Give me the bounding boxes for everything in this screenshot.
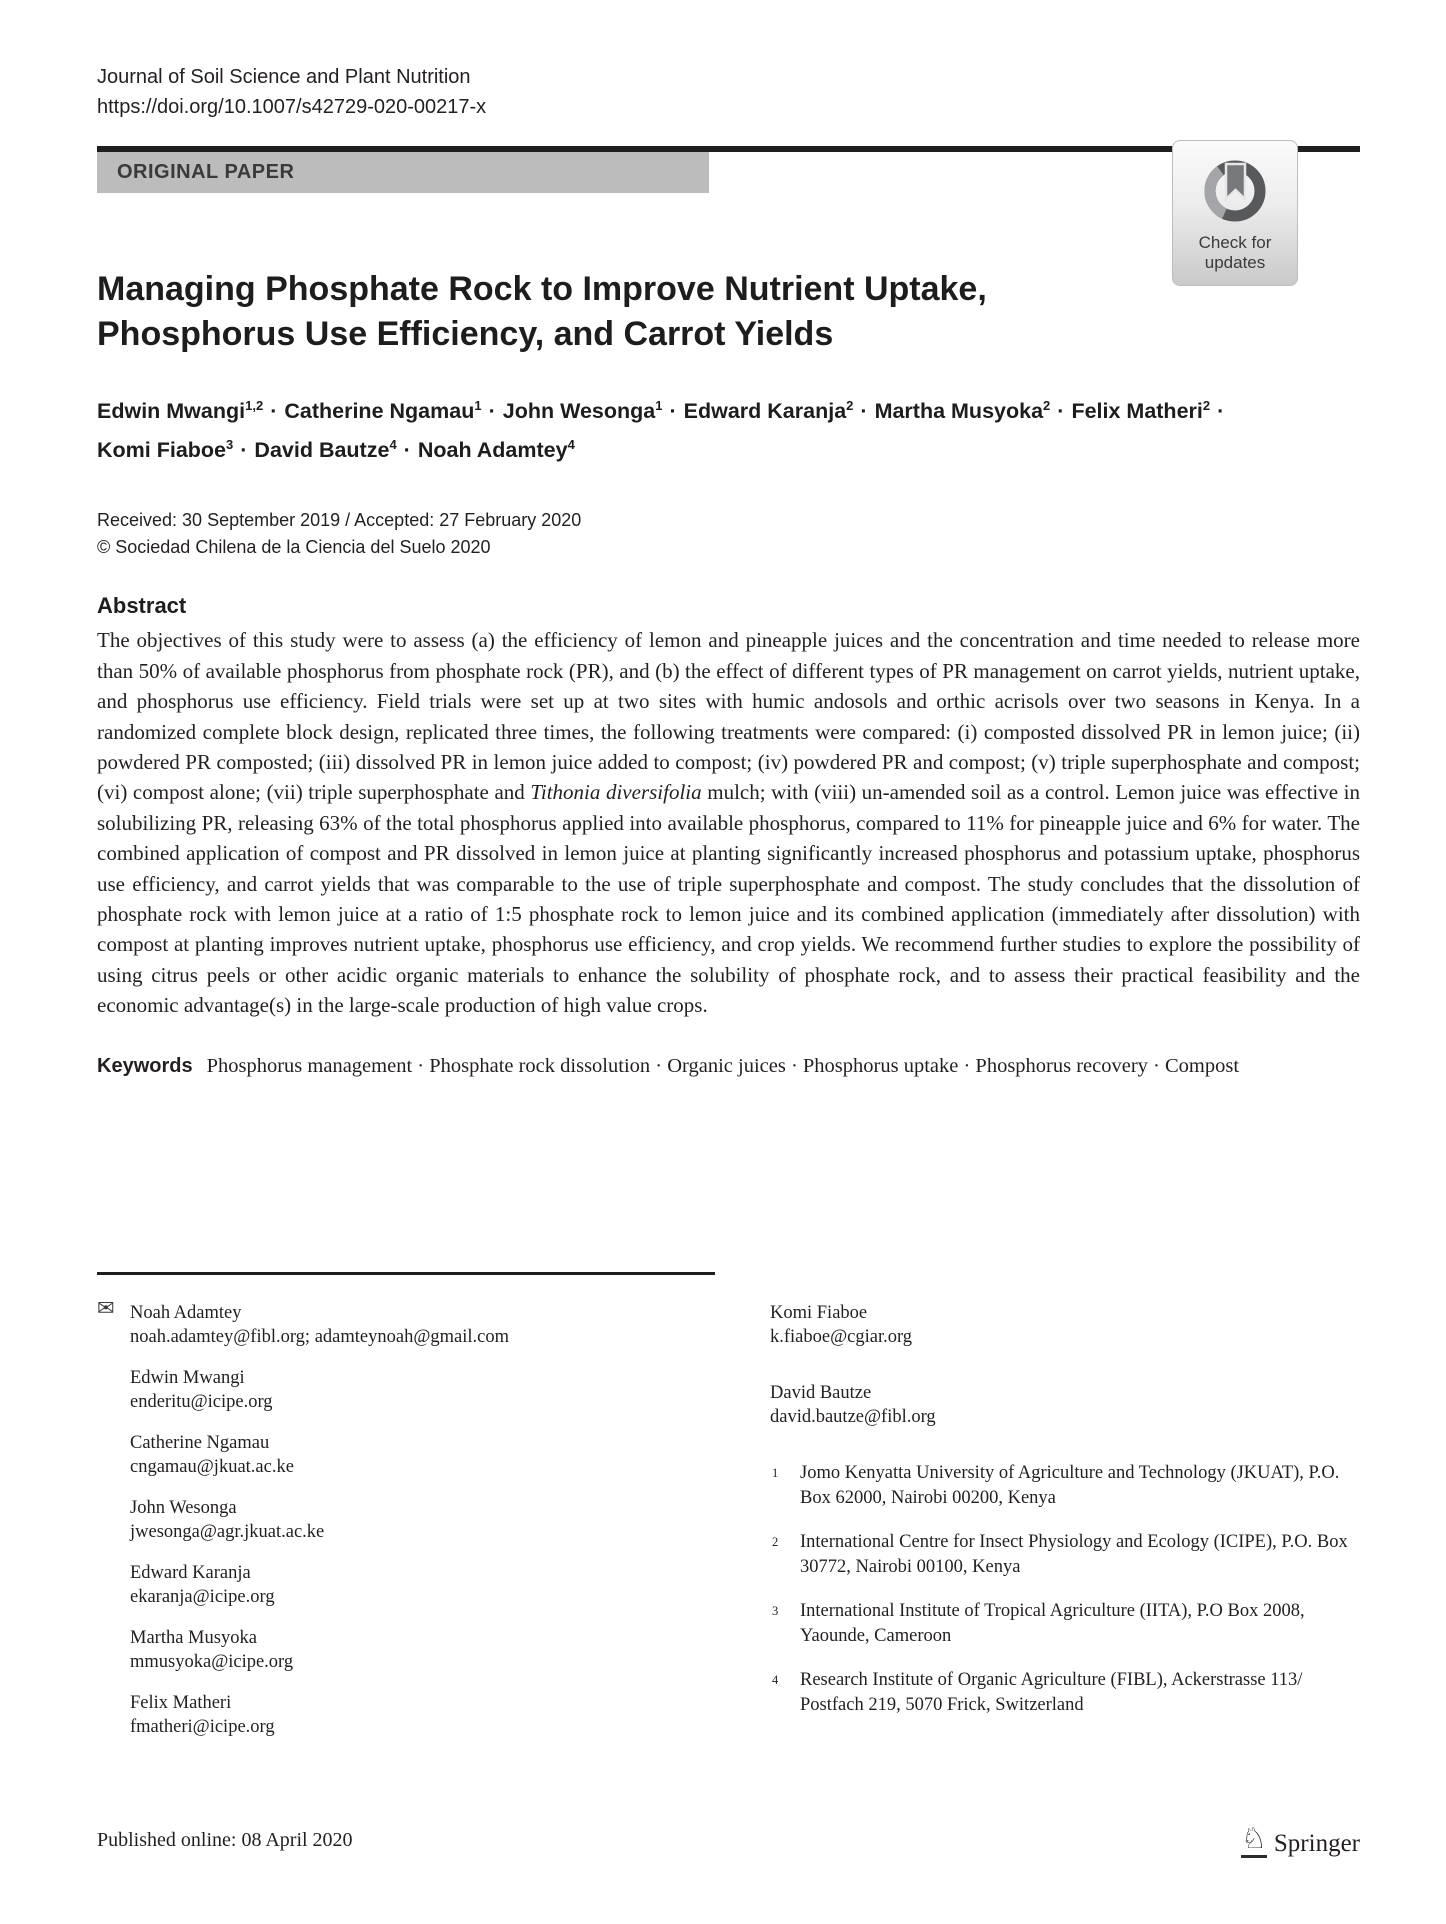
author-affil-sup: 1 <box>474 398 482 413</box>
affiliation-number: 3 <box>772 1604 779 1618</box>
contact-entry <box>130 1626 677 1674</box>
author-separator: · <box>488 399 496 424</box>
author-name: Felix Matheri <box>1071 399 1203 424</box>
author <box>418 438 575 462</box>
article-type-label: ORIGINAL PAPER <box>117 161 295 183</box>
abstract-text <box>97 625 1360 1020</box>
footnote-divider <box>97 1272 715 1275</box>
copyright-line: © Sociedad Chilena de la Ciencia del Suelo 2020 <box>97 537 491 558</box>
contact-entry <box>130 1496 677 1544</box>
springer-wordmark: Springer <box>1273 1830 1360 1857</box>
check-updates-line1: Check for <box>1198 233 1272 252</box>
author-name: Edwin Mwangi <box>97 399 246 424</box>
contact-email[interactable]: fmatheri@icipe.org <box>130 1717 275 1737</box>
springer-logo <box>1240 1823 1360 1858</box>
check-updates-icon <box>1199 155 1271 227</box>
contact-entry <box>130 1561 677 1609</box>
corresponding-author <box>130 1301 677 1349</box>
contact-email[interactable]: k.fiaboe@cgiar.org <box>770 1327 913 1347</box>
keywords-label: Keywords <box>97 1054 193 1077</box>
author-name: Martha Musyoka <box>874 399 1044 424</box>
abstract-heading: Abstract <box>97 593 187 619</box>
contact-name: Felix Matheri <box>130 1693 232 1713</box>
affiliation-text: Research Institute of Organic Agriculture (FIBL), Ackerstrasse 113/ Postfach 219, 5070 Frick, Switzerland <box>800 1670 1303 1715</box>
contact-entry <box>770 1301 1360 1349</box>
author-name: Catherine Ngamau <box>284 399 475 424</box>
abstract-italic-species: Tithonia diversifolia <box>530 780 702 805</box>
check-for-updates-badge[interactable] <box>1172 140 1298 286</box>
affiliation-number: 2 <box>772 1535 779 1549</box>
author-separator: · <box>860 399 868 424</box>
author-affil-sup: 3 <box>226 437 234 453</box>
keywords-line <box>97 1051 1360 1082</box>
contact-name: Komi Fiaboe <box>770 1303 868 1323</box>
affiliation <box>770 1599 1360 1648</box>
contact-email[interactable]: ekaranja@icipe.org <box>130 1587 275 1607</box>
article-type-bar <box>97 152 709 193</box>
author-name: John Wesonga <box>502 399 656 424</box>
author-separator: · <box>240 438 248 463</box>
check-updates-text <box>1199 233 1272 273</box>
received-accepted: Received: 30 September 2019 / Accepted: 27 February 2020 <box>97 510 582 531</box>
author-affil-sup: 4 <box>389 437 397 453</box>
author-affil-sup: 2 <box>1043 398 1051 413</box>
affiliation <box>770 1668 1360 1717</box>
keywords-text: Phosphorus management · Phosphate rock dissolution · Organic juices · Phosphorus uptake · Phosphorus recovery · Compost <box>206 1054 1240 1077</box>
contact-name: Edwin Mwangi <box>130 1368 245 1388</box>
journal-header <box>97 62 1360 122</box>
affiliation <box>770 1530 1360 1579</box>
author-affil-sup: 2 <box>1202 398 1211 413</box>
author <box>284 399 502 423</box>
contact-name: Noah Adamtey <box>130 1303 242 1323</box>
check-updates-line2: updates <box>1204 253 1266 272</box>
author <box>875 399 1072 423</box>
abstract-part1: The objectives of this study were to assess (a) the efficiency of lemon and pineapple juices and the concentration and time needed to release more than 50% of available phosphorus from phosphate rock (PR), and (b) the effect of different types of PR management on carrot yields, nutrient uptake, and phosphorus use efficiency. Field trials were set up at two sites with humic andosols and orthic acrisols over two seasons in Kenya. In a randomized complete block design, replicated three times, the following treatments were compared: (i) composted dissolved PR in lemon juice; (ii) powdered PR composted; (iii) dissolved PR in lemon juice added to compost; (iv) powdered PR and compost; (v) triple superphosphate and compost; (vi) compost alone; (vii) triple superphosphate and <box>97 628 1360 805</box>
springer-horse-icon: ♘ <box>1241 1826 1267 1858</box>
author-affil-sup: 1 <box>655 398 663 413</box>
contact-name: David Bautze <box>770 1383 872 1403</box>
abstract-part2: mulch; with (viii) un-amended soil as a control. Lemon juice was effective in solubilizing PR, releasing 63% of the total phosphorus applied into available phosphorus, compared to 11% for pineapple juice and 6% for water. The combined application of compost and PR dissolved in lemon juice at planting significantly increased phosphorus and potassium uptake, phosphorus use efficiency, and carrot yields that was comparable to the use of triple superphosphate and compost. The study concludes that the dissolution of phosphate rock with lemon juice at a ratio of 1:5 phosphate rock to lemon juice and its combined application (immediately after dissolution) with compost at planting improves nutrient uptake, phosphorus use efficiency, and crop yields. We recommend further studies to explore the possibility of using citrus peels or other acidic organic materials to enhance the solubility of phosphate rock, and to assess their practical feasibility and the economic advantage(s) in the large-scale production of high value crops. <box>97 780 1360 1018</box>
contact-email[interactable]: mmusyoka@icipe.org <box>130 1652 294 1672</box>
author-separator: · <box>403 438 411 463</box>
contact-email[interactable]: noah.adamtey@fibl.org; adamteynoah@gmail.com <box>130 1327 509 1347</box>
contact-name: John Wesonga <box>130 1498 237 1518</box>
author-affil-sup: 2 <box>846 398 854 413</box>
author-name: Komi Fiaboe <box>97 438 227 463</box>
author-name: Edward Karanja <box>683 399 847 424</box>
affiliation-number: 1 <box>772 1466 779 1480</box>
contact-email[interactable]: david.bautze@fibl.org <box>770 1407 936 1427</box>
envelope-icon: ✉ <box>97 1296 115 1320</box>
author-separator: · <box>669 399 677 424</box>
contact-entry <box>130 1691 677 1739</box>
journal-name: Journal of Soil Science and Plant Nutrition <box>97 66 471 88</box>
page-title: Managing Phosphate Rock to Improve Nutrient Uptake, Phosphorus Use Efficiency, and Carrot Yields <box>97 270 987 353</box>
contact-email[interactable]: enderitu@icipe.org <box>130 1392 273 1412</box>
affiliation-text: International Institute of Tropical Agriculture (IITA), P.O Box 2008, Yaounde, Cameroon <box>800 1601 1305 1646</box>
affiliation <box>770 1461 1360 1510</box>
affiliation-text: Jomo Kenyatta University of Agriculture and Technology (JKUAT), P.O. Box 62000, Nairobi 00200, Kenya <box>800 1463 1340 1508</box>
author-separator: · <box>1217 399 1225 424</box>
author <box>1071 399 1231 423</box>
author-affil-sup: 4 <box>567 437 575 453</box>
contact-name: Martha Musyoka <box>130 1628 257 1648</box>
correspondence-column <box>97 1296 677 1756</box>
author <box>684 399 875 423</box>
author-list <box>97 389 1267 467</box>
published-online: Published online: 08 April 2020 <box>97 1829 353 1851</box>
author-separator: · <box>1057 399 1065 424</box>
author-separator: · <box>270 399 278 424</box>
doi-link[interactable]: https://doi.org/10.1007/s42729-020-00217-x <box>97 96 487 118</box>
author-name: Noah Adamtey <box>417 438 568 463</box>
author-name: David Bautze <box>254 438 390 463</box>
author <box>503 399 684 423</box>
author <box>97 438 254 462</box>
contact-entry <box>130 1366 677 1414</box>
affiliation-list <box>770 1461 1360 1717</box>
header-rule <box>97 146 1360 193</box>
author <box>254 438 417 462</box>
contact-name: Catherine Ngamau <box>130 1433 270 1453</box>
article-dates <box>97 507 1360 561</box>
contact-email[interactable]: cngamau@jkuat.ac.ke <box>130 1457 294 1477</box>
contact-entry <box>130 1431 677 1479</box>
footnote-block <box>97 1272 1360 1756</box>
contact-email[interactable]: jwesonga@agr.jkuat.ac.ke <box>130 1522 325 1542</box>
affiliations-column <box>770 1301 1360 1756</box>
author <box>97 399 284 423</box>
affiliation-text: International Centre for Insect Physiology and Ecology (ICIPE), P.O. Box 30772, Nairobi 00100, Kenya <box>800 1532 1348 1577</box>
author-affil-sup: 1,2 <box>245 398 264 413</box>
contact-name: Edward Karanja <box>130 1563 251 1583</box>
affiliation-number: 4 <box>772 1673 779 1687</box>
contact-entry <box>770 1381 1360 1429</box>
